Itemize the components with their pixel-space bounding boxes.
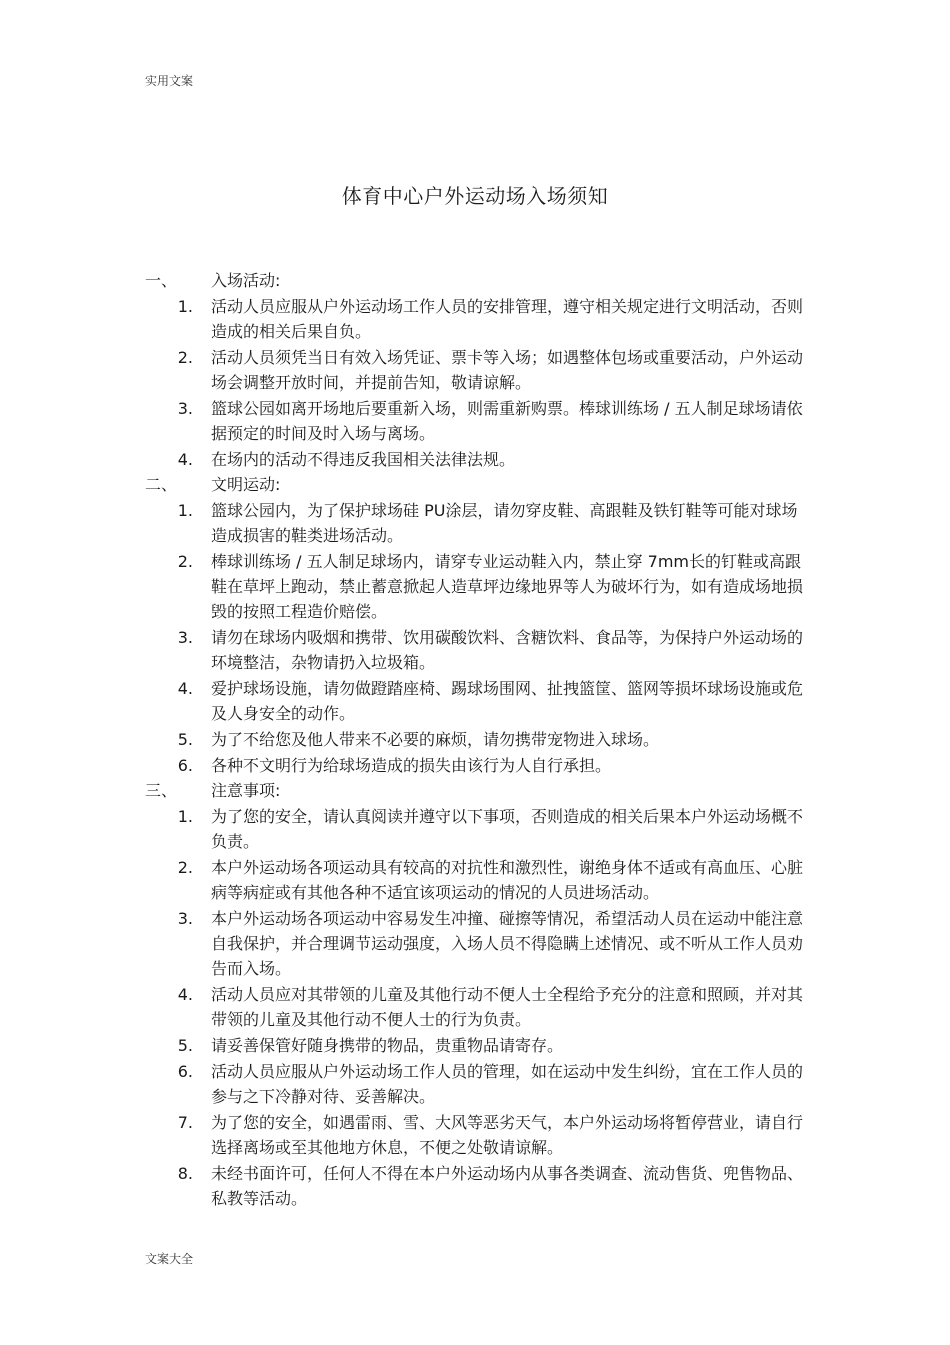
list-item (145, 855, 810, 905)
page-footer: 文案大全 (145, 1252, 194, 1266)
list-item (145, 625, 810, 675)
item-number: 2. (177, 858, 193, 877)
section-heading (145, 268, 810, 293)
item-number: 5. (177, 730, 193, 749)
list-item (145, 345, 810, 395)
item-number: 3. (177, 628, 193, 647)
item-number: 3. (177, 909, 193, 928)
section-3 (145, 778, 810, 1211)
item-text: 在场内的活动不得违反我国相关法律法规。 (211, 450, 516, 469)
item-text: 为了您的安全，请认真阅读并遵守以下事项，否则造成的相关后果本户外运动场概不负责。 (211, 807, 804, 851)
item-number: 5. (177, 1036, 193, 1055)
document-title: 体育中心户外运动场入场须知 (341, 184, 609, 208)
item-text: 篮球公园如离开场地后要重新入场，则需重新购票。棒球训练场 / 五人制足球场请依据预定的时间及时入场与离场。 (211, 399, 803, 443)
item-number: 3. (177, 399, 193, 418)
list-item (145, 1161, 810, 1211)
section-number: 二、 (145, 475, 178, 494)
item-text: 各种不文明行为给球场造成的损失由该行为人自行承担。 (211, 756, 612, 775)
item-text: 为了不给您及他人带来不必要的麻烦，请勿携带宠物进入球场。 (211, 730, 660, 749)
list-item (145, 1059, 810, 1109)
list-item (145, 1110, 810, 1160)
list-item (145, 1033, 810, 1058)
item-text: 活动人员应服从户外运动场工作人员的管理，如在运动中发生纠纷，宜在工作人员的参与之下冷静对待、妥善解决。 (211, 1062, 804, 1106)
document-body (145, 268, 810, 1211)
section-heading (145, 472, 810, 497)
list-item (145, 727, 810, 752)
item-text: 爱护球场设施，请勿做蹬踏座椅、踢球场围网、扯拽篮筐、篮网等损坏球场设施或危及人身安全的动作。 (211, 679, 804, 723)
list-item (145, 906, 810, 981)
item-text: 活动人员应对其带领的儿童及其他行动不便人士全程给予充分的注意和照顾，并对其带领的儿童及其他行动不便人士的行为负责。 (211, 985, 804, 1029)
list-item (145, 753, 810, 778)
item-number: 4. (177, 450, 193, 469)
item-number: 7. (177, 1113, 193, 1132)
section-title: 入场活动: (211, 271, 281, 290)
list-item (145, 982, 810, 1032)
item-text: 未经书面许可，任何人不得在本户外运动场内从事各类调查、流动售货、兜售物品、私教等活动。 (211, 1164, 804, 1208)
item-number: 1. (177, 297, 193, 316)
section-number: 一、 (145, 271, 178, 290)
item-number: 2. (177, 348, 193, 367)
section-title: 文明运动: (211, 475, 281, 494)
item-text: 请勿在球场内吸烟和携带、饮用碳酸饮料、含糖饮料、食品等，为保持户外运动场的环境整洁，杂物请扔入垃圾箱。 (211, 628, 804, 672)
list-item (145, 396, 810, 446)
item-number: 6. (177, 756, 193, 775)
item-text: 请妥善保管好随身携带的物品，贵重物品请寄存。 (211, 1036, 564, 1055)
page-header: 实用文案 (145, 74, 194, 88)
list-item (145, 676, 810, 726)
item-text: 棒球训练场 / 五人制足球场内，请穿专业运动鞋入内，禁止穿 7mm长的钉鞋或高跟鞋在草坪上跑动，禁止蓄意掀起人造草坪边缘地界等人为破坏行为，如有造成场地损毁的按照工程造价赔偿。 (211, 552, 804, 621)
item-number: 1. (177, 807, 193, 826)
item-number: 2. (177, 552, 193, 571)
section-1 (145, 268, 810, 472)
item-number: 1. (177, 501, 193, 520)
item-text: 本户外运动场各项运动具有较高的对抗性和激烈性，谢绝身体不适或有高血压、心脏病等病症或有其他各种不适宜该项运动的情况的人员进场活动。 (211, 858, 804, 902)
item-text: 本户外运动场各项运动中容易发生冲撞、碰擦等情况，希望活动人员在运动中能注意自我保护，并合理调节运动强度，入场人员不得隐瞒上述情况、或不听从工作人员劝告而入场。 (211, 909, 804, 978)
list-item (145, 498, 810, 548)
list-item (145, 447, 810, 472)
item-number: 6. (177, 1062, 193, 1081)
item-number: 4. (177, 985, 193, 1004)
section-number: 三、 (145, 781, 178, 800)
list-item (145, 804, 810, 854)
item-number: 8. (177, 1164, 193, 1183)
list-item (145, 549, 810, 624)
item-text: 篮球公园内，为了保护球场硅 PU涂层，请勿穿皮鞋、高跟鞋及铁钉鞋等可能对球场造成损害的鞋类进场活动。 (211, 501, 798, 545)
item-text: 活动人员应服从户外运动场工作人员的安排管理，遵守相关规定进行文明活动，否则造成的相关后果自负。 (211, 297, 804, 341)
list-item (145, 294, 810, 344)
item-text: 活动人员须凭当日有效入场凭证、票卡等入场；如遇整体包场或重要活动，户外运动场会调整开放时间，并提前告知，敬请谅解。 (211, 348, 804, 392)
section-2 (145, 472, 810, 778)
section-title: 注意事项: (211, 781, 281, 800)
section-heading (145, 778, 810, 803)
item-text: 为了您的安全，如遇雷雨、雪、大风等恶劣天气，本户外运动场将暂停营业，请自行选择离场或至其他地方休息，不便之处敬请谅解。 (211, 1113, 804, 1157)
item-number: 4. (177, 679, 193, 698)
